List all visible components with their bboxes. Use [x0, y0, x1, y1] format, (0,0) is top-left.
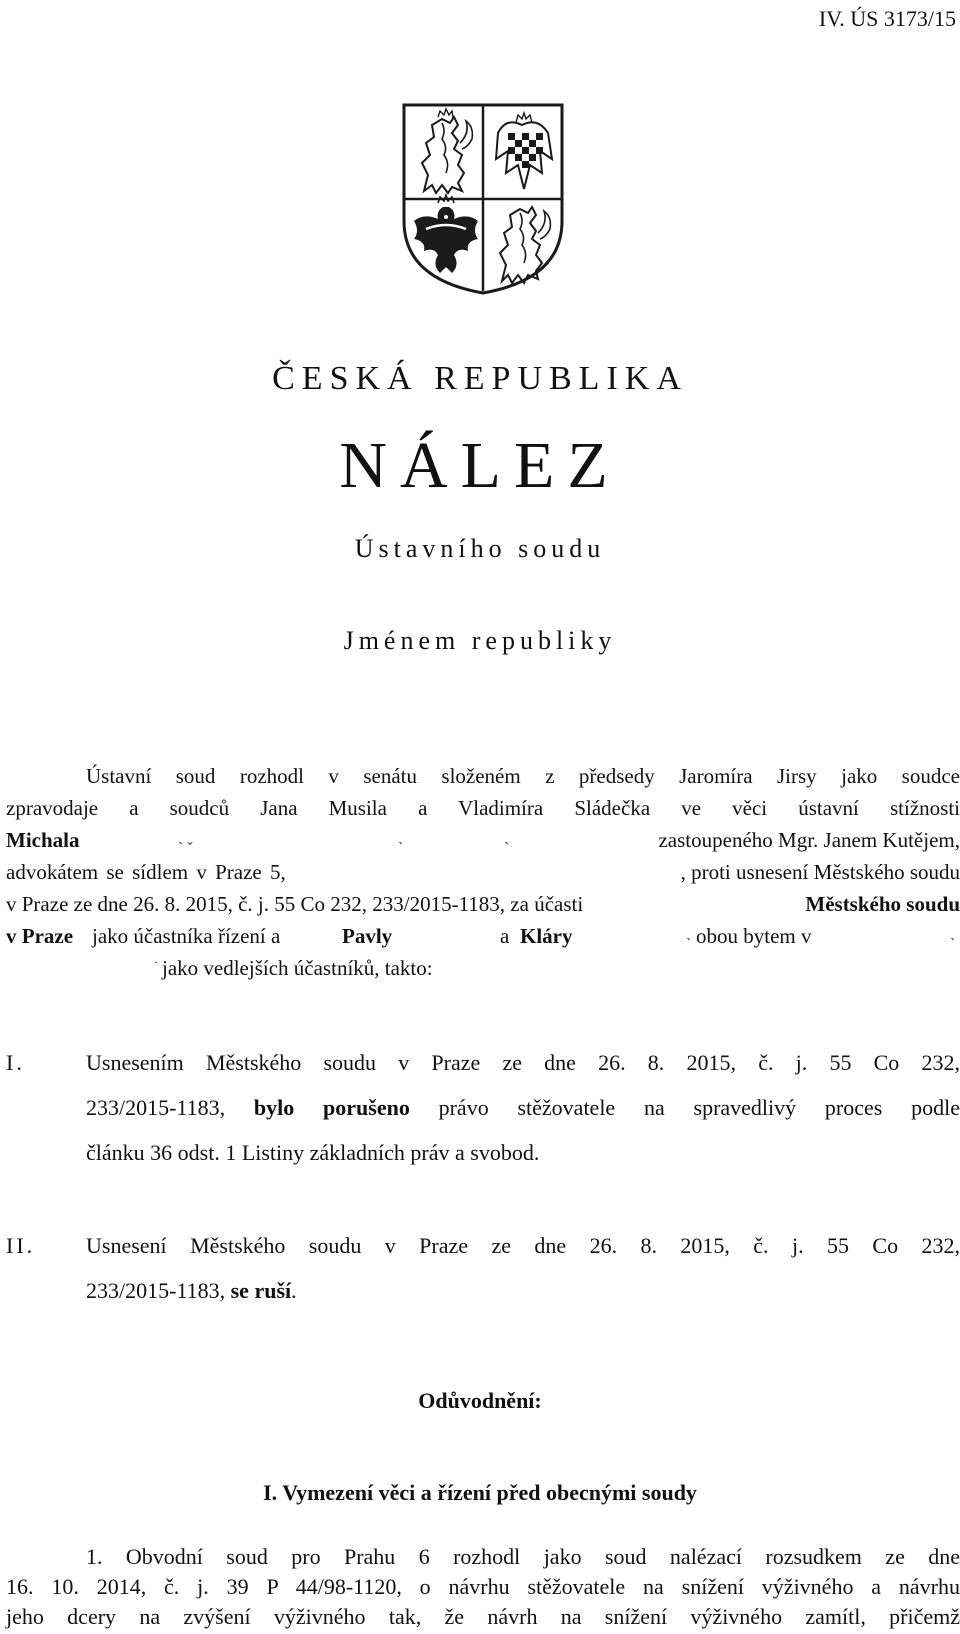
redaction-mark: ˏ ˬ: [178, 828, 193, 845]
verdict-emphasis: bylo porušeno: [253, 1095, 410, 1120]
verdict-line: [86, 1095, 960, 1140]
verdict-segment: 233/2015-1183,: [86, 1095, 226, 1120]
paragraph-line: 1. Obvodní soud pro Prahu 6 rozhodl jako soud nalézací rozsudkem ze dne: [86, 1544, 960, 1569]
czech-coat-of-arms-icon: [402, 103, 564, 295]
intro-line: [6, 956, 960, 988]
introduction-paragraph: [6, 764, 960, 988]
verdict-line: Usnesení Městského soudu v Praze ze dne 26. 8. 2015, č. j. 55 Co 232,: [86, 1233, 960, 1258]
verdict-segment: 233/2015-1183,: [86, 1278, 226, 1303]
complainant-name: Michala: [6, 828, 80, 852]
intro-segment: , proti usnesení Městského soudu: [680, 860, 960, 884]
intro-segment: jako účastníka řízení a: [92, 924, 281, 948]
intro-line: [6, 892, 960, 924]
intro-segment: obou bytem v: [696, 924, 812, 948]
intro-line: Ústavní soud rozhodl v senátu složeném z předsedy Jaromíra Jirsy jako soudce: [86, 764, 960, 788]
verdict-line: [86, 1278, 960, 1323]
intro-segment: jako vedlejších účastníků, takto:: [162, 956, 433, 980]
verdict-text: [86, 1050, 960, 1185]
paragraph-line: jeho dcery na zvýšení výživného tak, že návrh na snížení výživného zamítl, přičemž: [6, 1604, 960, 1629]
secondary-party-name: Kláry: [520, 924, 573, 948]
redaction-mark: ˏ: [686, 924, 692, 941]
court-party-name: Městského soudu: [805, 892, 960, 916]
verdict-emphasis: se ruší: [230, 1278, 292, 1303]
intro-line: [6, 924, 960, 956]
intro-segment: zastoupeného Mgr. Janem Kutějem,: [658, 828, 960, 852]
verdict-segment: .: [291, 1278, 297, 1303]
verdict-number: I.: [6, 1050, 25, 1075]
secondary-party-name: Pavly: [342, 924, 393, 948]
court-heading: Ústavního soudu: [354, 534, 606, 563]
redaction-mark: ˏ: [950, 924, 956, 941]
verdict-line: článku 36 odst. 1 Listiny základních práv a svobod.: [86, 1140, 540, 1165]
redaction-mark: ˏ: [504, 828, 510, 845]
verdict-segment: právo stěžovatele na spravedlivý proces podle: [438, 1095, 960, 1120]
intro-line: zpravodaje a soudců Jana Musila a Vladimíra Sládečka ve věci ústavní stížnosti: [6, 796, 960, 820]
republic-heading: ČESKÁ REPUBLIKA: [272, 360, 688, 397]
intro-segment: advokátem se sídlem v Praze 5,: [6, 860, 286, 884]
in-the-name-heading: Jménem republiky: [343, 626, 617, 655]
intro-line: [6, 860, 960, 892]
redaction-mark: ˑ: [154, 956, 159, 973]
intro-segment: a: [500, 924, 510, 948]
reasoning-heading: Odůvodnění:: [418, 1388, 542, 1413]
verdict-number: II.: [6, 1233, 36, 1258]
paragraph-line: 16. 10. 2014, č. j. 39 P 44/98-1120, o návrhu stěžovatele na snížení výživného a návrhu: [6, 1574, 960, 1599]
verdict-line: Usnesením Městského soudu v Praze ze dne 26. 8. 2015, č. j. 55 Co 232,: [86, 1050, 960, 1075]
intro-segment: v Praze ze dne 26. 8. 2015, č. j. 55 Co 232, 233/2015-1183, za účasti: [6, 892, 584, 916]
document-title: NÁLEZ: [339, 429, 621, 502]
section-subheading: I. Vymezení věci a řízení před obecnými soudy: [263, 1480, 697, 1505]
case-number: IV. ÚS 3173/15: [818, 6, 956, 31]
verdict-text: [86, 1233, 960, 1323]
intro-line: [6, 828, 960, 860]
reasoning-paragraph: [6, 1544, 960, 1634]
court-party-name: v Praze: [6, 924, 74, 948]
redaction-mark: ˏ: [398, 828, 404, 845]
